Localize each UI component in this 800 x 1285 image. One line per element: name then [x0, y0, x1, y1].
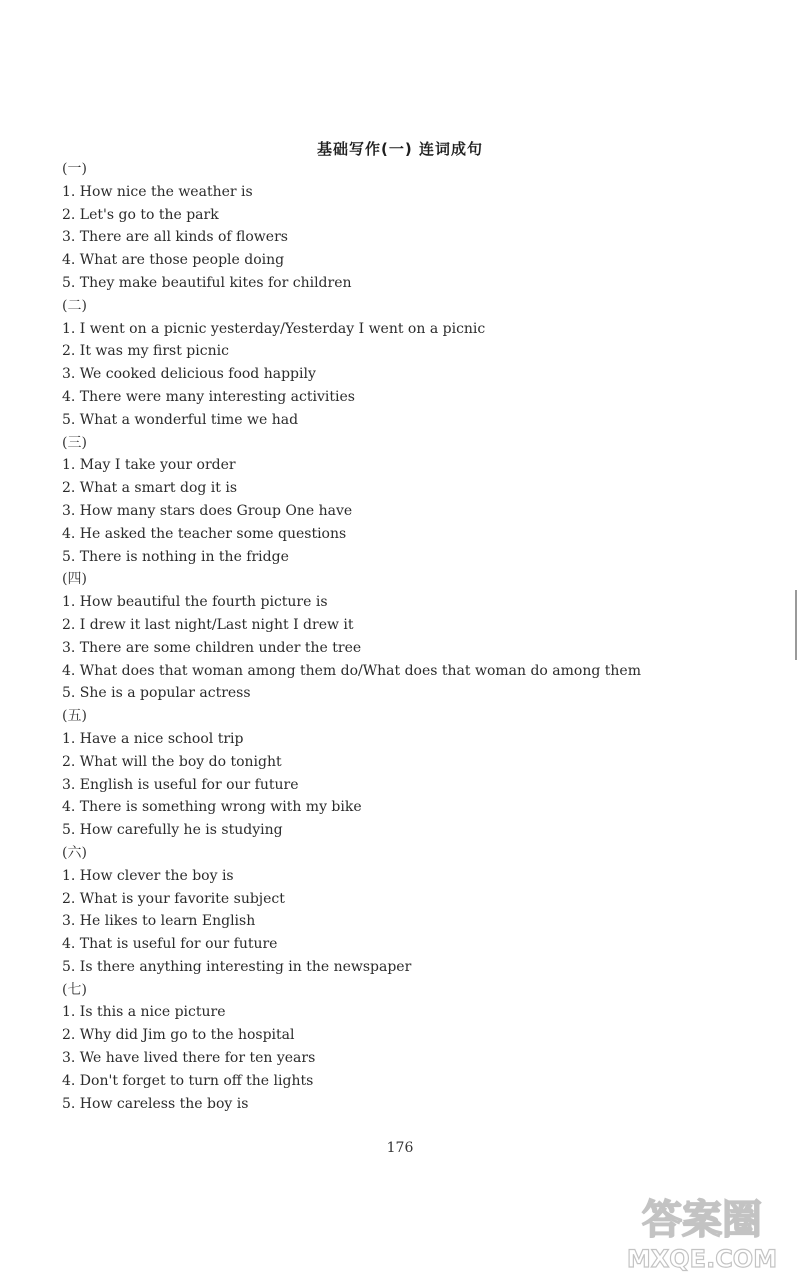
answer-item: 5. Is there anything interesting in the newspaper [62, 958, 412, 975]
answer-item: 1. How beautiful the fourth picture is [62, 594, 328, 611]
answer-item: 4. What does that woman among them do/What does that woman do among them [62, 662, 641, 679]
answer-item: 2. What a smart dog it is [62, 480, 238, 497]
watermark-text-bottom: MXQE.COM [626, 1245, 778, 1273]
answer-item: 4. There is something wrong with my bike [62, 799, 362, 816]
answer-item: 5. How carefully he is studying [62, 822, 283, 839]
section-label: (五) [62, 708, 87, 725]
answer-item: 4. He asked the teacher some questions [62, 525, 347, 542]
answer-item: 2. What will the boy do tonight [62, 753, 282, 770]
answer-item: 3. English is useful for our future [62, 776, 299, 793]
answer-item: 3. We cooked delicious food happily [62, 366, 316, 383]
answer-item: 2. I drew it last night/Last night I drew it [62, 616, 354, 633]
answer-item: 3. We have lived there for ten years [62, 1050, 316, 1067]
answer-item: 1. May I take your order [62, 457, 236, 474]
scan-edge-mark [795, 590, 797, 660]
page-title: 基础写作(一) 连词成句 [317, 140, 483, 158]
answer-item: 4. That is useful for our future [62, 936, 278, 953]
answer-item: 3. There are some children under the tree [62, 639, 362, 656]
answer-item: 1. How clever the boy is [62, 867, 234, 884]
answer-item: 5. She is a popular actress [62, 685, 251, 702]
answer-item: 3. There are all kinds of flowers [62, 229, 288, 246]
answer-list [62, 158, 762, 1115]
page-number: 176 [386, 1140, 414, 1156]
answer-item: 2. What is your favorite subject [62, 890, 285, 907]
answer-item: 3. He likes to learn English [62, 913, 256, 930]
answer-item: 1. Is this a nice picture [62, 1004, 226, 1021]
answer-item: 2. Why did Jim go to the hospital [62, 1027, 295, 1044]
answer-item: 5. What a wonderful time we had [62, 411, 299, 428]
answer-item: 2. It was my first picnic [62, 343, 229, 360]
answer-item: 4. There were many interesting activities [62, 388, 355, 405]
answer-item: 5. They make beautiful kites for children [62, 274, 352, 291]
answer-item: 1. Have a nice school trip [62, 730, 244, 747]
answer-item: 5. How careless the boy is [62, 1095, 249, 1112]
answer-item: 4. What are those people doing [62, 252, 285, 269]
section-label: (二) [62, 297, 87, 314]
answer-item: 2. Let's go to the park [62, 206, 219, 223]
answer-item: 1. I went on a picnic yesterday/Yesterday I went on a picnic [62, 320, 486, 337]
section-label: (四) [62, 571, 87, 588]
section-label: (六) [62, 844, 87, 861]
answer-item: 4. Don't forget to turn off the lights [62, 1072, 314, 1089]
answer-item: 1. How nice the weather is [62, 183, 253, 200]
section-label: (三) [62, 434, 87, 451]
watermark-logo [612, 1187, 792, 1277]
answer-item: 5. There is nothing in the fridge [62, 548, 289, 565]
section-label: (七) [62, 981, 87, 998]
watermark-text-top: 答案圈 [642, 1197, 762, 1243]
section-label: (一) [62, 161, 87, 177]
answer-item: 3. How many stars does Group One have [62, 502, 353, 519]
